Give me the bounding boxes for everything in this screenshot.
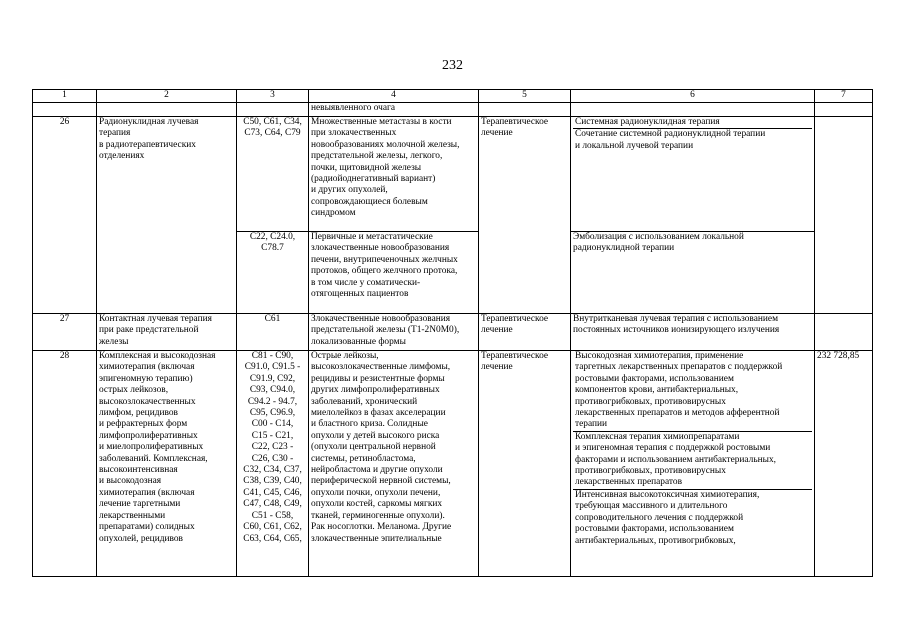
row-number: 27 (33, 314, 97, 351)
treatment-method: Эмболизация с использованием локальной радионуклидной терапии (571, 232, 815, 314)
method-cell (571, 117, 815, 232)
cont-col-2 (97, 103, 237, 117)
row-number: 28 (33, 351, 97, 577)
cont-col-7 (815, 103, 873, 117)
table-row-27 (33, 314, 873, 351)
cost-cell (815, 117, 873, 314)
method-item: Сочетание системной радионуклидной терапии и локальной лучевой терапии (575, 129, 766, 151)
icd-codes: C81 - C90, C91.0, C91.5 - C91.9, C92, C93, C94.0, C94.2 - 94.7, C95, C96.9, C00 - C14, C15 - C21, C22, C23 - C26, C30 - C32, C34, C37, C38, C39, C40, C41, C45, C46, C47, C48, C49, C51 - C58, C60, C61, C62, C63, C64, C65, (237, 351, 309, 577)
diagnosis-description: Первичные и метастатические злокачественные новообразования печени, внутрипеченочных желчных протоков, общего желчного протока, в том числе у соматически- отягощенных пациентов (309, 232, 479, 314)
header-row (33, 90, 873, 103)
care-type-name: Комплексная и высокодозная химиотерапия (включая эпигеномную терапию) острых лейкозов, высокозлокачественных лимфом, рецидивов и рефрактерных форм лимфопролиферативных и миелопролиферативных заболеваний. Комплексная, высокоинтенсивная и высокодозная химиотерапия (включая лечение таргетными лекарственными препаратами) солидных опухолей, рецидивов (97, 351, 237, 577)
care-type-name: Радионуклидная лучевая терапия в радиотерапевтических отделениях (97, 117, 237, 314)
method-item: Системная радионуклидная терапия (573, 117, 812, 129)
treatment-type: Терапевтическое лечение (479, 117, 571, 314)
cont-col-6 (571, 103, 815, 117)
treatment-method: Внутритканевая лучевая терапия с использованием постоянных источников ионизирующего излучения (571, 314, 815, 351)
treatment-type: Терапевтическое лечение (479, 351, 571, 577)
header-col-3: 3 (237, 90, 309, 103)
care-type-name: Контактная лучевая терапия при раке предстательной железы (97, 314, 237, 351)
diagnosis-description: Множественные метастазы в кости при злокачественных новообразованиях молочной железы, предстательной железы, легкого, почки, щитовидной железы (радиойоднегативный вариант) и других опухолей, сопровождающиеся болевым синдромом (309, 117, 479, 232)
diagnosis-description: Злокачественные новообразования предстательной железы (T1-2N0M0), локализованные формы (309, 314, 479, 351)
cont-col-3 (237, 103, 309, 117)
method-item: Комплексная терапия химиопрепаратами и эпигеномная терапия с поддержкой ростовыми факторами и использованием антибактериальных, противогрибковых, противовирусных лекарственных препаратов (573, 432, 812, 490)
header-col-6: 6 (571, 90, 815, 103)
cont-col-5 (479, 103, 571, 117)
continuation-row (33, 103, 873, 117)
header-col-2: 2 (97, 90, 237, 103)
icd-codes: C22, C24.0, C78.7 (237, 232, 309, 314)
diagnosis-description: Острые лейкозы, высокозлокачественные лимфомы, рецидивы и резистентные формы других лимфопролиферативных заболеваний, хронический миелолейкоз в фазах акселерации и бластного криза. Солидные опухоли у детей высокого риска (опухоли центральной нервной системы, ретинобластома, нейробластома и другие опухоли периферической нервной системы, опухоли почки, опухоли печени, опухоли костей, саркомы мягких тканей, герминогенные опухоли). Рак носоглотки. Меланома. Другие злокачественные эпителиальные (309, 351, 479, 577)
cont-col-1 (33, 103, 97, 117)
treatment-type: Терапевтическое лечение (479, 314, 571, 351)
method-item: Интенсивная высокотоксичная химиотерапия, требующая массивного и длительного сопроводительного лечения с поддержкой ростовыми факторами, использованием антибактериальных, противогрибковых, (575, 489, 760, 546)
header-col-1: 1 (33, 90, 97, 103)
table-row-28 (33, 351, 873, 577)
icd-codes: C61 (237, 314, 309, 351)
header-col-4: 4 (309, 90, 479, 103)
icd-codes: C50, C61, C34, C73, C64, C79 (237, 117, 309, 232)
cost-cell: 232 728,85 (815, 351, 873, 577)
row-number: 26 (33, 117, 97, 314)
header-col-5: 5 (479, 90, 571, 103)
page-number: 232 (442, 58, 463, 73)
cost-cell (815, 314, 873, 351)
method-cell (571, 351, 815, 577)
medical-care-table (32, 89, 873, 577)
cont-description: невыявленного очага (309, 103, 479, 117)
header-col-7: 7 (815, 90, 873, 103)
method-item: Высокодозная химиотерапия, применение таргетных лекарственных препаратов с поддержкой ростовыми факторами, использованием компонентов крови, антибактериальных, противогрибковых, противовирусных лекарственных препаратов и методов афферентной терапии (573, 351, 812, 432)
table-row-26a (33, 117, 873, 232)
